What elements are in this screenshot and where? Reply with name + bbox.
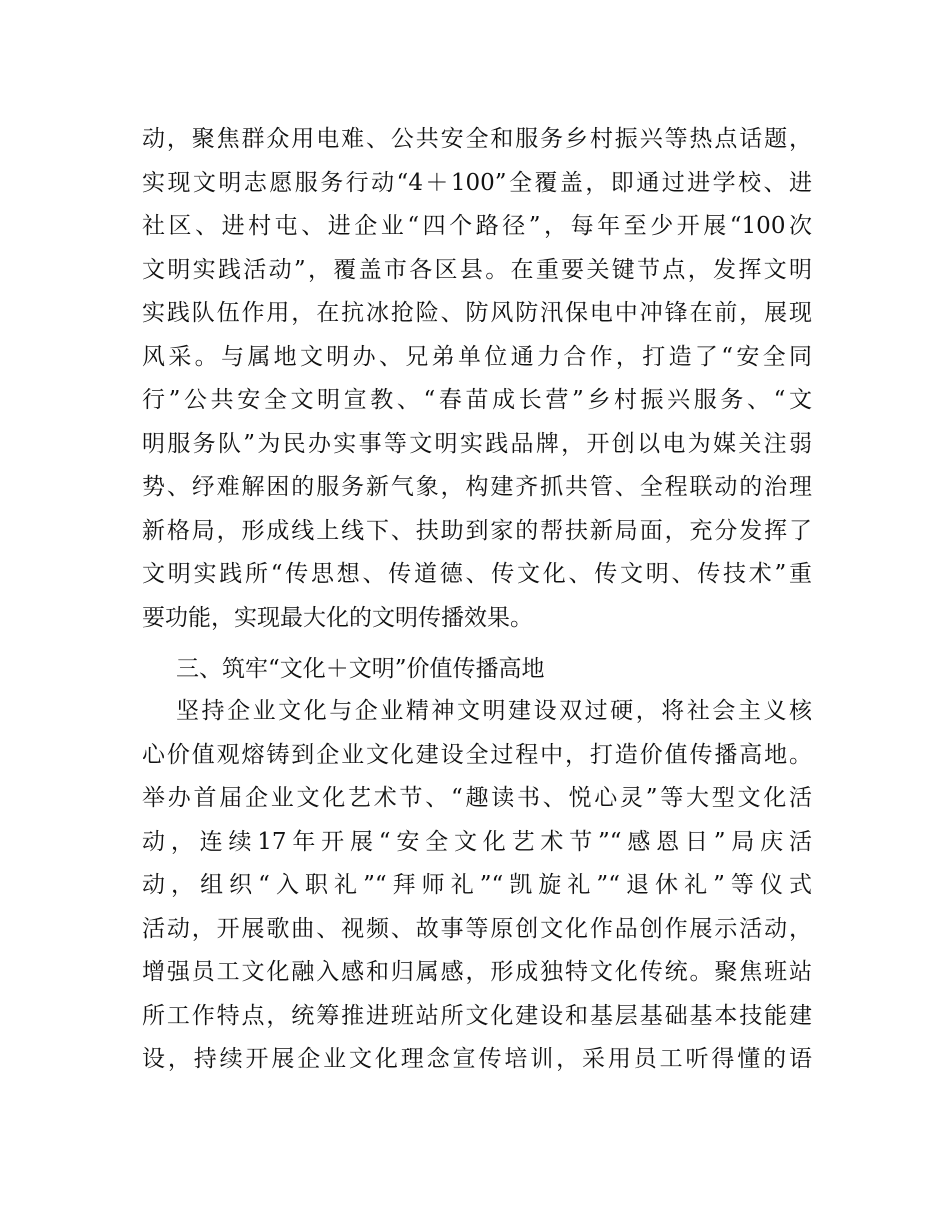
paragraph-line: 实现文明志愿服务行动“4＋100”全覆盖，即通过进学校、进 bbox=[142, 169, 812, 196]
paragraph-line: 设，持续开展企业文化理念宣传培训，采用员工听得懂的语 bbox=[142, 1046, 812, 1072]
paragraph-line: 文明实践所“传思想、传道德、传文化、传文明、传技术”重 bbox=[142, 561, 812, 587]
paragraph-line: 势、纾难解困的服务新气象，构建齐抓共管、全程联动的治理 bbox=[142, 474, 812, 500]
paragraph-line: 要功能，实现最大化的文明传播效果。 bbox=[142, 604, 533, 631]
paragraph-1 bbox=[142, 118, 812, 640]
paragraph-line: 社区、进村屯、进企业“四个路径”，每年至少开展“100次 bbox=[142, 213, 812, 239]
paragraph-line: 明服务队”为民办实事等文明实践品牌，开创以电为媒关注弱 bbox=[142, 430, 812, 457]
paragraph-line: 风采。与属地文明办、兄弟单位通力合作，打造了“安全同 bbox=[142, 343, 812, 370]
paragraph-line: 新格局，形成线上线下、扶助到家的帮扶新局面，充分发挥了 bbox=[142, 517, 812, 544]
paragraph-line: 所工作特点，统筹推进班站所文化建设和基层基础基本技能建 bbox=[142, 1002, 812, 1029]
paragraph-line: 动，组织“入职礼”“拜师礼”“凯旋礼”“退休礼”等仪式 bbox=[142, 872, 812, 898]
paragraph-line: 实践队伍作用，在抗冰抢险、防风防汛保电中冲锋在前，展现 bbox=[142, 300, 812, 326]
section-heading-text: 三、筑牢“文化＋文明”价值传播高地 bbox=[176, 656, 545, 682]
paragraph-line: 动，连续17年开展“安全文化艺术节”“感恩日”局庆活 bbox=[142, 828, 812, 855]
paragraph-line: 动，聚焦群众用电难、公共安全和服务乡村振兴等热点话题， bbox=[142, 126, 812, 152]
section-heading bbox=[142, 648, 812, 692]
paragraph-line: 心价值观熔铸到企业文化建设全过程中，打造价值传播高地。 bbox=[142, 741, 812, 768]
paragraph-line: 活动，开展歌曲、视频、故事等原创文化作品创作展示活动， bbox=[142, 915, 812, 942]
paragraph-line: 举办首届企业文化艺术节、“趣读书、悦心灵”等大型文化活 bbox=[142, 785, 812, 811]
paragraph-line: 文明实践活动”，覆盖市各区县。在重要关键节点，发挥文明 bbox=[142, 256, 812, 283]
paragraph-line: 增强员工文化融入感和归属感，形成独特文化传统。聚焦班站 bbox=[142, 959, 812, 985]
paragraph-2 bbox=[142, 690, 812, 1082]
paragraph-line: 坚持企业文化与企业精神文明建设双过硬，将社会主义核 bbox=[176, 698, 812, 724]
paragraph-line: 行”公共安全文明宣教、“春苗成长营”乡村振兴服务、“文 bbox=[142, 387, 812, 413]
